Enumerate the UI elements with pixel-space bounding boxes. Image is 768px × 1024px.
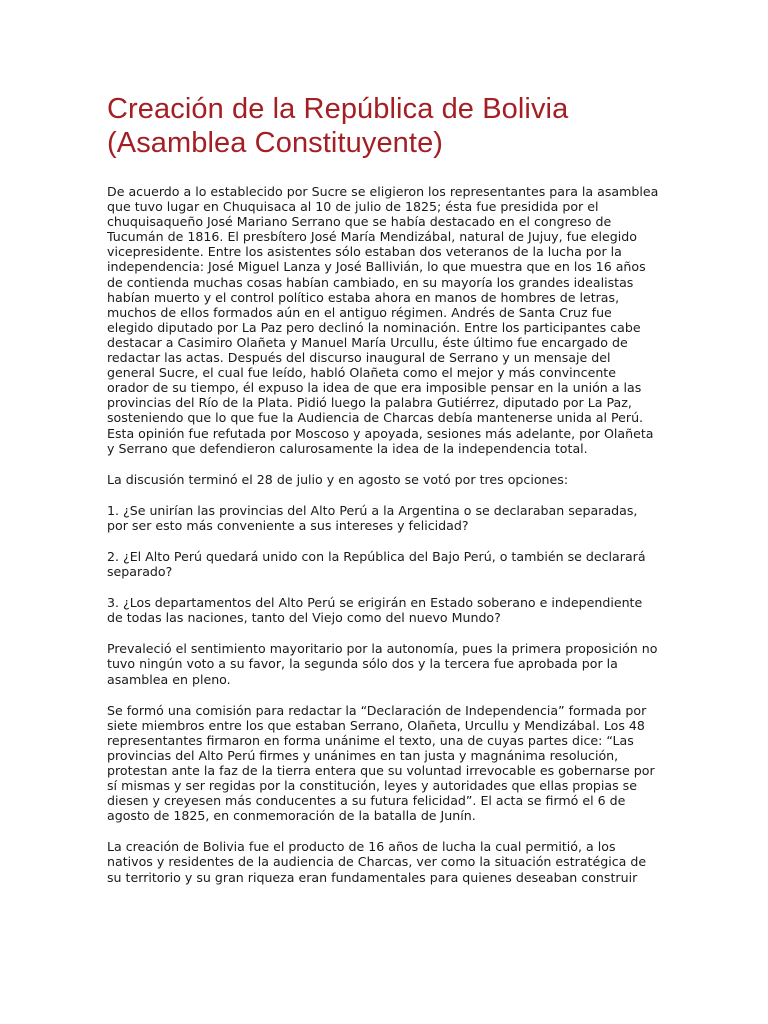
document-body [107, 184, 659, 885]
paragraph-line: La creación de Bolivia fue el producto de 16 años de lucha la cual permitió, a los [107, 839, 616, 855]
paragraph-line: provincias del Alto Perú firmes y unánimes en tan justa y magnánima resolución, [107, 747, 619, 763]
paragraph-line: provincias del Río de la Plata. Pidió luego la palabra Gutiérrez, diputado por La Paz, [107, 395, 632, 411]
body-paragraph [107, 503, 645, 533]
paragraph-line: Esta opinión fue refutada por Moscoso y apoyada, sesiones más adelante, por Olañeta [107, 425, 654, 441]
document-title [107, 92, 645, 160]
body-paragraph [107, 184, 659, 456]
paragraph-line: chuquisaqueño José Mariano Serrano que se había destacado en el congreso de [107, 214, 612, 230]
paragraph-line: muchos de ellos formados aún en el antiguo régimen. Andrés de Santa Cruz fue [107, 304, 612, 320]
paragraph-line: 3. ¿Los departamentos del Alto Perú se erigirán en Estado soberano e independiente [107, 595, 643, 611]
paragraph-line: De acuerdo a lo establecido por Sucre se eligieron los representantes para la asamblea [107, 184, 659, 199]
paragraph-line: representantes firmaron en forma unánime el texto, una de cuyas partes dice: “Las [107, 732, 634, 748]
title-line: Creación de la República de Bolivia [107, 93, 569, 125]
paragraph-line: protestan ante la faz de la tierra entera que su voluntad irrevocable es gobernarse por [107, 763, 655, 778]
paragraph-line: redactar las actas. Después del discurso inaugural de Serrano y un mensaje del [107, 350, 611, 366]
title-line: (Asamblea Constituyente) [107, 127, 444, 159]
paragraph-line: La discusión terminó el 28 de julio y en agosto se votó por tres opciones: [107, 471, 569, 487]
paragraph-line: sosteniendo que lo que fue la Audiencia de Charcas debía mantenerse unida al Perú. [107, 410, 644, 426]
paragraph-line: agosto de 1825, en conmemoración de la batalla de Junín. [107, 808, 476, 824]
paragraph-line: y Serrano que defendieron calurosamente la idea de la independencia total. [107, 440, 588, 456]
paragraph-line: Prevaleció el sentimiento mayoritario por la autonomía, pues la primera proposición no [107, 641, 658, 657]
paragraph-line: 2. ¿El Alto Perú quedará unido con la República del Bajo Perú, o también se declarará [107, 548, 646, 564]
paragraph-line: destacar a Casimiro Olañeta y Manuel María Urcullu, éste último fue encargado de [107, 334, 628, 350]
body-paragraph [107, 472, 645, 487]
paragraph-line: orador de su tiempo, él expuso la idea de que era imposible pensar en la unión a las [107, 380, 642, 396]
paragraph-line: general Sucre, el cual fue leído, habló Olañeta como el mejor y más convincente [107, 365, 616, 381]
paragraph-line: por ser esto más conveniente a sus intereses y felicidad? [107, 517, 469, 533]
paragraph-line: tuvo ningún voto a su favor, la segunda sólo dos y la tercera fue aprobada por la [107, 656, 618, 672]
body-paragraph [107, 839, 645, 884]
paragraph-line: 1. ¿Se unirían las provincias del Alto Perú a la Argentina o se declaraban separadas, [107, 502, 638, 518]
body-paragraph [107, 549, 645, 579]
body-paragraph [107, 595, 645, 625]
paragraph-line: vicepresidente. Entre los asistentes sólo estaban dos veteranos de la lucha por la [107, 244, 622, 260]
body-paragraph [107, 702, 655, 824]
body-paragraph [107, 641, 658, 687]
paragraph-line: nativos y residentes de la audiencia de Charcas, ver como la situación estratégica de [107, 854, 647, 870]
document-content [107, 92, 659, 901]
paragraph-line: de contienda muchas cosas habían cambiado, en su mayoría los grandes idealistas [107, 274, 634, 290]
paragraph-line: Tucumán de 1816. El presbítero José María Mendizábal, natural de Jujuy, fue elegido [107, 229, 637, 245]
paragraph-line: separado? [107, 564, 173, 580]
paragraph-line: Se formó una comisión para redactar la “Declaración de Independencia” formada por [107, 702, 647, 718]
paragraph-line: de todas las naciones, tanto del Viejo como del nuevo Mundo? [107, 610, 501, 626]
paragraph-line: elegido diputado por La Paz pero declinó la nominación. Entre los participantes cabe [107, 319, 641, 335]
paragraph-line: asamblea en pleno. [107, 671, 231, 687]
paragraph-line: su territorio y su gran riqueza eran fundamentales para quienes deseaban construir [107, 869, 638, 885]
paragraph-line: sí mismas y ser regidas por la constitución, leyes y autoridades que ellas propias se [107, 778, 637, 794]
paragraph-line: siete miembros entre los que estaban Serrano, Olañeta, Urcullu y Mendizábal. Los 48 [107, 717, 645, 733]
paragraph-line: habían muerto y el control político estaba ahora en manos de hombres de letras, [107, 289, 620, 305]
paragraph-line: diesen y creyesen más conducentes a su futura felicidad”. El acta se firmó el 6 de [107, 793, 626, 809]
paragraph-line: que tuvo lugar en Chuquisaca al 10 de julio de 1825; ésta fue presidida por el [107, 199, 599, 215]
paragraph-line: independencia: José Miguel Lanza y José Ballivián, lo que muestra que en los 16 años [107, 259, 646, 275]
